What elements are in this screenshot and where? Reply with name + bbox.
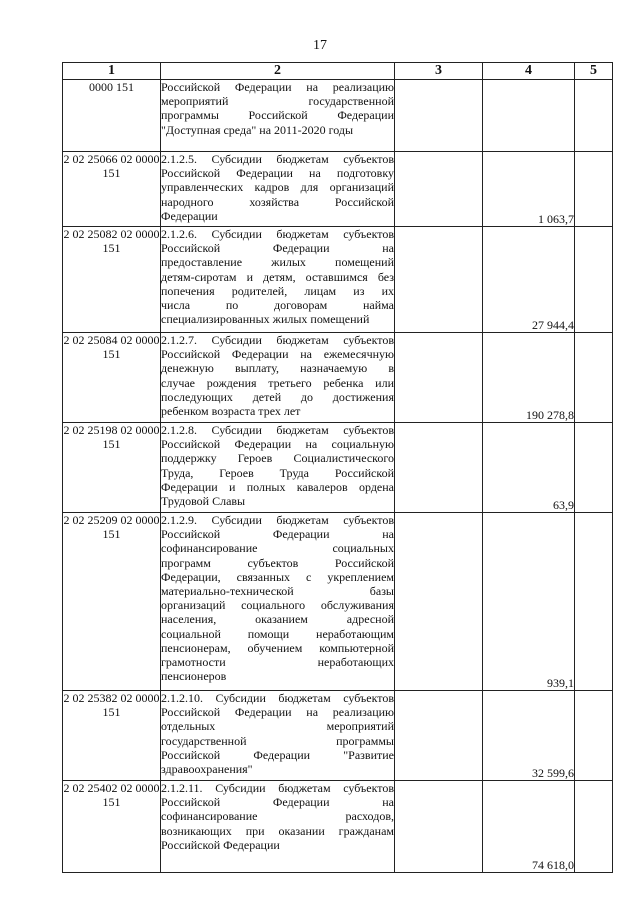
amount-cell: 190 278,8 (483, 333, 575, 423)
budget-code-cell: 2 02 25066 02 0000 151 (63, 152, 161, 227)
table-row (63, 513, 613, 691)
description-line: 2.1.2.9. Субсидии бюджетам субъектов (161, 513, 394, 527)
description-cell (161, 152, 395, 227)
description-line: народного хозяйства Российской (161, 194, 394, 209)
description-line: грамотности неработающих (161, 655, 394, 670)
budget-code-cell: 2 02 25209 02 0000 151 (63, 513, 161, 691)
description-line: Российской Федерации на социальную (161, 437, 394, 452)
description-line: мероприятий государственной (161, 94, 394, 109)
description-line: пенсионерам, обучением компьютерной (161, 640, 394, 655)
table-body (63, 80, 613, 873)
description-line: Трудовой Славы (161, 494, 246, 509)
description-line: 2.1.2.5. Субсидии бюджетам субъектов (161, 152, 394, 166)
column-5-cell (575, 80, 613, 152)
column-header-3: 3 (395, 63, 483, 80)
description-cell (161, 333, 395, 423)
description-line: возникающих при оказании гражданам (161, 823, 394, 838)
column-header-2: 2 (161, 63, 395, 80)
description-line: Российской Федерации на (161, 795, 394, 810)
budget-code-cell: 2 02 25084 02 0000 151 (63, 333, 161, 423)
description-line: последующих детей до достижения (161, 389, 394, 404)
description-line: Труда, Героев Труда Российской (161, 465, 394, 480)
column-3-cell (395, 227, 483, 333)
column-3-cell (395, 423, 483, 513)
column-5-cell (575, 333, 613, 423)
description-cell (161, 781, 395, 873)
budget-code-cell: 2 02 25082 02 0000 151 (63, 227, 161, 333)
column-5-cell (575, 227, 613, 333)
amount-cell: 74 618,0 (483, 781, 575, 873)
budget-code-cell: 2 02 25382 02 0000 151 (63, 691, 161, 781)
description-line: поддержку Героев Социалистического (161, 451, 394, 466)
description-line: пенсионеров (161, 669, 227, 684)
column-header-5: 5 (575, 63, 613, 80)
description-line: Российской Федерации на реализацию (161, 705, 394, 720)
table-row (63, 227, 613, 333)
column-3-cell (395, 513, 483, 691)
column-5-cell (575, 513, 613, 691)
description-line: числа по договорам найма (161, 298, 394, 313)
table-row (63, 333, 613, 423)
column-3-cell (395, 152, 483, 227)
table-row (63, 423, 613, 513)
column-5-cell (575, 152, 613, 227)
column-5-cell (575, 423, 613, 513)
budget-code-cell: 2 02 25402 02 0000 151 (63, 781, 161, 873)
description-line: Российской Федерации на ежемесячную (161, 347, 394, 362)
amount-cell: 32 599,6 (483, 691, 575, 781)
description-line: программы Российской Федерации (161, 108, 394, 123)
description-cell (161, 513, 395, 691)
table-row (63, 691, 613, 781)
amount-cell (483, 80, 575, 152)
description-line: 2.1.2.10. Субсидии бюджетам субъектов (161, 691, 394, 705)
column-3-cell (395, 80, 483, 152)
description-line: Федерации (161, 208, 218, 223)
header-row (63, 63, 613, 80)
description-line: программ субъектов Российской (161, 555, 394, 570)
description-cell (161, 691, 395, 781)
table-row (63, 781, 613, 873)
description-line: Федерации, связанных с укреплением (161, 569, 394, 584)
amount-cell: 27 944,4 (483, 227, 575, 333)
budget-code-cell: 2 02 25198 02 0000 151 (63, 423, 161, 513)
page-number: 17 (313, 38, 327, 53)
description-line: Российской Федерации "Развитие (161, 747, 394, 762)
column-3-cell (395, 333, 483, 423)
column-5-cell (575, 781, 613, 873)
column-3-cell (395, 781, 483, 873)
budget-code-cell: 0000 151 (63, 80, 161, 152)
column-header-4: 4 (483, 63, 575, 80)
description-line: населения, оказанием адресной (161, 612, 394, 627)
description-cell (161, 227, 395, 333)
description-line: случае рождения третьего ребенка или (161, 375, 394, 390)
description-line: отдельных мероприятий (161, 719, 394, 734)
description-line: государственной программы (161, 733, 394, 748)
description-line: 2.1.2.11. Субсидии бюджетам субъектов (161, 781, 394, 795)
description-line: ребенком возраста трех лет (161, 404, 301, 419)
description-cell (161, 80, 395, 152)
description-line: материально-технической базы (161, 584, 394, 599)
description-line: 2.1.2.8. Субсидии бюджетам субъектов (161, 423, 394, 437)
description-line: управленческих кадров для организаций (161, 180, 394, 195)
description-line: софинансирование расходов, (161, 809, 394, 824)
description-line: Российской Федерации на реализацию (161, 80, 394, 94)
description-line: 2.1.2.7. Субсидии бюджетам субъектов (161, 333, 394, 347)
description-line: софинансирование социальных (161, 541, 394, 556)
amount-cell: 1 063,7 (483, 152, 575, 227)
description-line: предоставление жилых помещений (161, 255, 394, 270)
amount-cell: 63,9 (483, 423, 575, 513)
column-header-1: 1 (63, 63, 161, 80)
description-line: Федерации и полных кавалеров ордена (161, 479, 394, 494)
description-line: 2.1.2.6. Субсидии бюджетам субъектов (161, 227, 394, 241)
description-line: Российской Федерации на подготовку (161, 166, 394, 181)
description-cell (161, 423, 395, 513)
budget-table (62, 62, 613, 873)
column-3-cell (395, 691, 483, 781)
description-line: Российской Федерации на (161, 527, 394, 542)
table-row (63, 152, 613, 227)
description-line: "Доступная среда" на 2011-2020 годы (161, 122, 354, 137)
description-line: денежную выплату, назначаемую в (161, 361, 394, 376)
description-line: попечения родителей, лицам из их (161, 283, 394, 298)
description-line: Российской Федерации (161, 837, 280, 852)
description-line: здравоохранения" (161, 762, 253, 777)
description-line: социальной помощи неработающим (161, 626, 394, 641)
table-row (63, 80, 613, 152)
description-line: организаций социального обслуживания (161, 598, 394, 613)
description-line: детям-сиротам и детям, оставшимся без (161, 269, 394, 284)
column-5-cell (575, 691, 613, 781)
description-line: Российской Федерации на (161, 241, 394, 256)
amount-cell: 939,1 (483, 513, 575, 691)
description-line: специализированных жилых помещений (161, 312, 370, 327)
